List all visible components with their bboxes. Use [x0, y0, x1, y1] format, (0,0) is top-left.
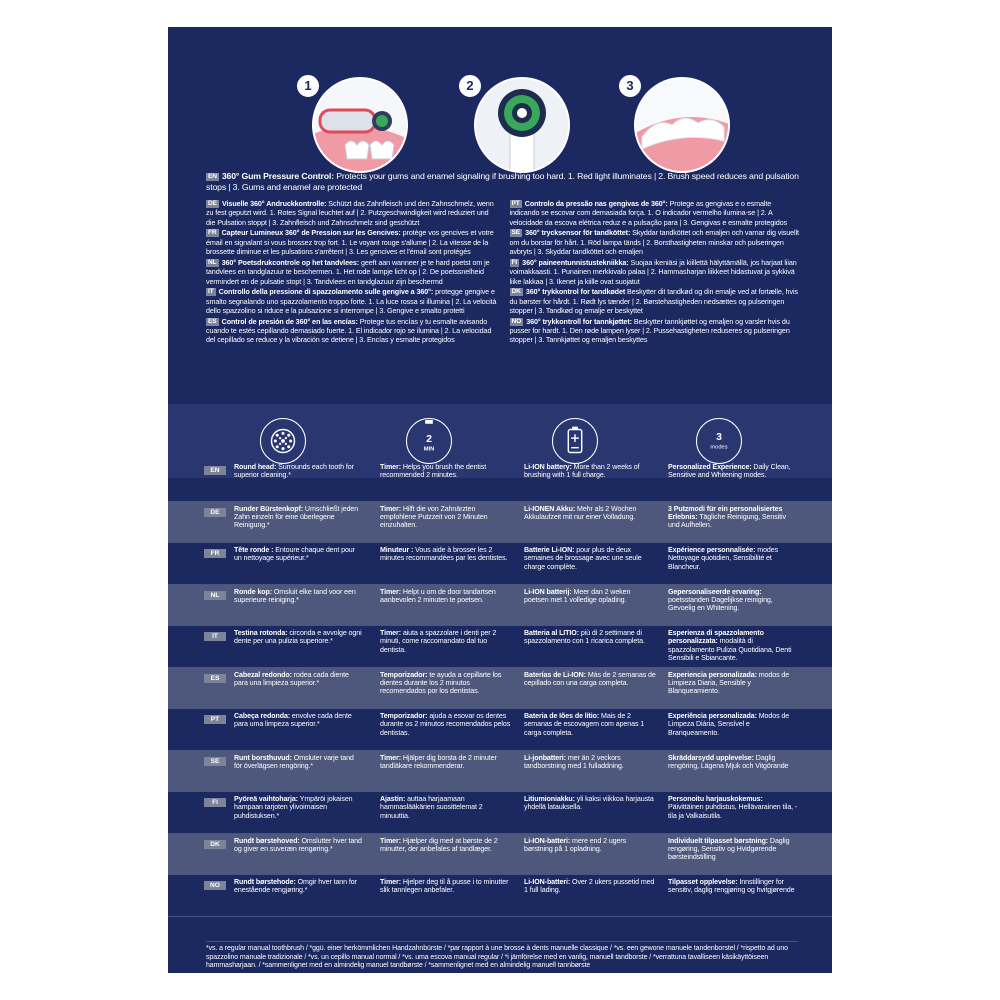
cell-text: More than 2 weeks of brushing with 1 full charge.: [524, 463, 640, 480]
battery-icon: [552, 418, 598, 464]
lang-title: 360° Poetsdrukcontrole op het tandvlees:: [221, 257, 360, 267]
cell-text: Omslutter hver tand og giver en suveræn rengøring.*: [234, 836, 362, 853]
cell-timer: [380, 629, 512, 654]
cell-text: pour plus de deux semaines de brossage avec une seule charge complète.: [524, 546, 642, 571]
table-row-de: [168, 502, 832, 544]
cell-bold: Rundt børstehode:: [234, 878, 296, 886]
cell-bold: Personoitu harjauskokemus:: [668, 795, 763, 803]
table-row-fr: [168, 543, 832, 585]
step-3-badge: 3: [617, 73, 643, 99]
cell-battery: [524, 505, 656, 522]
cell-bold: Timer:: [380, 836, 401, 845]
lang-paragraph-es: [206, 317, 498, 345]
package-back-panel: [168, 27, 832, 973]
cell-bold: Cabeça redonda:: [234, 712, 291, 720]
lang-text: geeft aan wanneer je te hard poetst om je tandvlees en tandglazuur te beschermen. 1. Het rode lampje licht op | 2. De poetssnelheid vermindert en de pulsatie stopt | 3. Tandvlees en tandglazuur zijn beschermd: [206, 257, 490, 286]
cell-timer: [380, 546, 512, 563]
lang-paragraph-fi: [510, 258, 802, 286]
lang-text: protegge gengive e smalto segnalando uno spazzolamento troppo forte. 1. La luce rossa si illumina | 2. La velocità dello spazzolino si riduce e la pulsazione si interrompe | 3. Gengive e smalto protetti: [206, 287, 497, 316]
cell-text: circonda e avvolge ogni dente per una pulizia superiore.*: [234, 629, 362, 646]
lang-paragraph-de: [206, 199, 498, 227]
en-intro-title: 360° Gum Pressure Control:: [221, 171, 334, 181]
cell-bold: Esperienza di spazzolamento personalizzata:: [668, 629, 764, 646]
cell-timer: [380, 837, 512, 854]
cell-bold: Li-jonbatteri:: [524, 753, 566, 762]
cell-text: Päivittäinen puhdistus, Hellävarainen tila, -tila ja Valkaisutila.: [668, 803, 798, 820]
lang-tag: FR: [204, 549, 226, 558]
lang-title: Controlo da pressão nas gengivas de 360°:: [524, 199, 668, 208]
lang-text: Beskytter dit tandkød og din emalje ved at fortælle, hvis du børster for hårdt. 1. Rødt lys tænder | 2. Børstehastigheden nedsættes og pulseringen stopper | 3. Tandkød og emalje er beskyttet: [509, 287, 798, 316]
cell-text: Daglig rengöring, Lägena Mjuk och Vitgörande: [668, 753, 789, 770]
lang-tag: DE: [208, 200, 217, 207]
lang-text: Schützt das Zahnfleisch und den Zahnschmelz, wenn zu fest geputzt wird. 1. Rotes Signal leuchtet auf | 2. Putzgeschwindigkeit wird reduziert und die Pulsation stoppt | 3. Zahnfleisch und Zahnschmelz sind geschützt: [206, 199, 494, 227]
right-language-column: [510, 199, 802, 346]
cell-text: ajuda a esovar os dentes durante os 2 minutos recomendados pelos dentistas.: [380, 712, 511, 737]
cell-round-head: [234, 546, 362, 563]
cell-timer: [380, 463, 512, 480]
table-row-it: [168, 626, 832, 668]
lang-tag: EN: [204, 466, 226, 475]
cell-timer: [380, 671, 512, 696]
footnote-divider: [206, 941, 798, 942]
lang-tag: NL: [208, 258, 217, 266]
cell-bold: Testina rotonda:: [234, 629, 288, 637]
cell-bold: Temporizador:: [380, 712, 428, 720]
lang-tag: EN: [208, 173, 217, 180]
table-row-es: [168, 668, 832, 710]
cell-text: Mais de 2 semanas de escovagem com apenas 1 carga completa.: [524, 712, 645, 737]
cell-timer: [380, 588, 512, 605]
lang-title: 360° paineentunnistustekniikka:: [522, 257, 629, 267]
cell-bold: Individuelt tilpasset børstning:: [668, 836, 769, 845]
modes-icon: [696, 418, 742, 464]
lang-tag: PT: [511, 200, 520, 207]
cell-modes: [668, 463, 798, 480]
table-row-no: [168, 875, 832, 917]
cell-bold: Timer:: [380, 587, 401, 596]
cell-bold: Li-ION battery:: [524, 463, 572, 471]
cell-bold: Li-IONEN Akku:: [524, 504, 576, 513]
lang-text: Skyddar tandköttet och emaljen och varnar dig visuellt om du borstar för hårt. 1. Röd lampa tänds | 2. Borsthastigheten minskar och pulseringen avbryts | 3. Skyddar tandköttet och emaljen: [509, 228, 799, 257]
table-row-dk: [168, 834, 832, 876]
cell-text: Helps you brush the dentist recommended 2 minutes.: [380, 463, 487, 480]
lang-tag: IT: [204, 632, 226, 641]
cell-bold: Baterías de Li-ION:: [524, 670, 586, 679]
lang-paragraph-no: [510, 317, 802, 345]
cell-battery: [524, 629, 656, 646]
cell-bold: Ronde kop:: [234, 587, 273, 596]
cell-text: aiuta a spazzolare i denti per 2 minuti, come raccomandato dal tuo dentista.: [380, 629, 497, 654]
cell-modes: [668, 588, 798, 613]
cell-battery: [524, 712, 656, 737]
cell-round-head: [234, 878, 362, 895]
cell-modes: [668, 712, 798, 737]
lang-tag: FR: [208, 229, 217, 237]
cell-bold: Bateria de Iões de lítio:: [524, 712, 600, 720]
cell-battery: [524, 837, 656, 854]
lang-tag: NO: [511, 317, 522, 325]
en-intro-text: Protects your gums and enamel signaling if brushing too hard. 1. Red light illuminates | 2. Brush speed reduces and pulsation stops | 3. Gums and enamel are protected: [206, 171, 799, 192]
cell-text: auttaa harjaamaan hammaslääkärien suosittelemat 2 minuuttia.: [380, 795, 483, 820]
cell-text: modos de Limpieza Diaria, Sensible y Blanqueamiento.: [668, 670, 790, 696]
timer-icon: [406, 418, 452, 464]
cell-text: Surrounds each tooth for superior cleaning.*: [234, 463, 354, 480]
lang-tag: IT: [208, 288, 214, 296]
lang-tag: ES: [208, 317, 217, 325]
table-row-nl: [168, 585, 832, 627]
cell-text: poetsstanden Dagelijkse reiniging, Gevoelig en Whitening.: [668, 595, 773, 613]
cell-bold: Timer:: [380, 629, 401, 637]
cell-text: Omsluit elke tand voor een superieure reiniging.*: [234, 587, 356, 604]
lang-tag: DE: [204, 508, 226, 517]
cell-modes: [668, 546, 798, 571]
table-row-pt: [168, 709, 832, 751]
lang-tag: NO: [204, 881, 226, 890]
cell-text: Modos de Limpeza Diária, Sensível e Branqueamento.: [668, 712, 790, 737]
en-intro-paragraph: [206, 171, 801, 193]
round-head-icon: [260, 418, 306, 464]
lang-paragraph-nl: [206, 258, 498, 286]
cell-bold: Timer:: [380, 463, 401, 471]
table-row-en: [168, 460, 832, 502]
cell-bold: Skräddarsydd upplevelse:: [668, 753, 754, 762]
cell-round-head: [234, 463, 362, 480]
cell-modes: [668, 878, 798, 895]
lang-tag: FI: [511, 258, 518, 266]
cell-bold: Li-ION-batteri:: [524, 878, 571, 886]
cell-bold: Li-ION-batteri:: [524, 836, 571, 845]
cell-bold: Tilpasset opplevelse:: [668, 878, 738, 886]
lang-paragraph-se: [510, 228, 802, 256]
cell-bold: Batteria al LITIO:: [524, 629, 579, 637]
cell-text: rodea cada diente para una limpieza superior.*: [234, 670, 349, 687]
timer-label-number: 2: [426, 432, 432, 445]
cell-bold: Experiencia personalizada:: [668, 670, 757, 679]
cell-battery: [524, 546, 656, 571]
cell-round-head: [234, 629, 362, 646]
lang-tag: PT: [204, 715, 226, 724]
lang-paragraph-pt: [510, 199, 802, 227]
cell-timer: [380, 878, 512, 895]
cell-battery: [524, 671, 656, 688]
cell-text: Mehr als 2 Wochen Akkulaufzeit mit nur einer Volladung.: [524, 504, 637, 521]
lang-title: Capteur Lumineux 360° de Pression sur les Gencives:: [221, 228, 401, 238]
cell-text: Helpt u om de door tandartsen aanbevolen 2 minuten te poetsen.: [380, 587, 496, 604]
step-2-badge: 2: [457, 73, 483, 99]
cell-text: te ayuda a cepillarte los dientes durante los 2 minutos recomendados por los dentistas.: [380, 670, 502, 696]
cell-bold: 3 Putzmodi für ein personalisiertes Erlebnis:: [668, 504, 783, 521]
table-row-fi: [168, 792, 832, 834]
lang-tag: DK: [511, 288, 521, 296]
cell-timer: [380, 795, 512, 820]
lang-title: 360° trykkontrol for tandkødet: [525, 287, 626, 297]
lang-text: Protege as gengivas e o esmalte indicando se escovar com demasiada força. 1. O indicador vermelho ilumina-se | 2. A velocidade da escova elétrica reduz e a pulsação para | 3. Gengivas e esmalte protegidos: [509, 199, 788, 227]
step-1-badge: 1: [295, 73, 321, 99]
cell-battery: [524, 754, 656, 771]
cell-bold: Pyöreä vaihtoharja:: [234, 795, 298, 803]
cell-bold: Ajastin:: [380, 795, 406, 803]
cell-text: più di 2 settimane di spazzolamento con 1 ricarica completa.: [524, 629, 645, 646]
language-columns: [206, 199, 801, 346]
cell-round-head: [234, 795, 362, 820]
cell-text: mer än 2 veckors tandborstning med 1 fulladdning.: [524, 753, 624, 770]
cell-bold: Round head:: [234, 463, 277, 471]
cell-text: Omgir hver tann for enestående rengjøring.*: [234, 878, 357, 895]
cell-text: Innstillinger for sensitiv, daglig rengjøring og hvitgjørende: [668, 878, 795, 895]
lang-paragraph-fr: [206, 228, 498, 256]
cell-bold: Timer:: [380, 753, 401, 762]
cell-battery: [524, 588, 656, 605]
cell-modes: [668, 754, 798, 771]
cell-round-head: [234, 754, 362, 771]
footnote: *vs. a regular manual toothbrush / *ggü. einer herkömmlichen Handzahnbürste / *par rapport à une brosse à dents manuelle classique / *vs. een gewone manuele tandenborstel / *rispetto ad uno spazzolino manuale tradizionale / *vs. un cepillo manual normal / *vs. uma escova manual regular / *i jämförelse med en vanlig, manuell tandborste / *verrattuna tavalliseen käsikäyttöiseen hammasharjaan. / *sammenlignet med en almindelig manuel tandbørste / *sammenlignet med en almindelig manuell tannbørste: [206, 945, 788, 969]
cell-text: Entoure chaque dent pour un nettoyage supérieur.*: [234, 546, 355, 563]
cell-bold: Litiumioniakku:: [524, 795, 575, 803]
lang-tag: SE: [511, 229, 521, 237]
cell-text: Over 2 ukers pussetid med 1 full lading.: [524, 878, 655, 895]
lang-text: Beskytter tannkjøttet og emaljen og varsler hvis du pusser for hardt. 1. Den røde lampen lyser | 2. Pussehastigheten reduseres og pulseringen stopper | 3. Tannkjøttet og emaljen beskyttes: [509, 316, 790, 345]
cell-round-head: [234, 712, 362, 729]
cell-round-head: [234, 588, 362, 605]
lang-tag: DK: [204, 840, 226, 849]
cell-bold: Timer:: [380, 878, 401, 886]
modes-label-number: 3: [716, 431, 722, 444]
lang-paragraph-it: [206, 287, 498, 315]
cell-text: Vous aide à brosser les 2 minutes recommandées par les dentistes.: [380, 546, 508, 563]
cell-text: envolve cada dente para uma limpeza superior.*: [234, 712, 352, 729]
cell-bold: Tête ronde :: [234, 546, 274, 554]
cell-bold: Minuteur :: [380, 546, 414, 554]
cell-bold: Rundt børstehoved:: [234, 836, 300, 845]
cell-bold: Runt borsthuvud:: [234, 753, 292, 762]
cell-bold: Experiência personalizada:: [668, 712, 757, 720]
cell-text: yli kaksi viikkoa harjausta yhdellä latauksella.: [524, 795, 654, 812]
lang-tag: ES: [204, 674, 226, 683]
cell-text: Omsluter varje tand för överlägsen rengöring.*: [234, 753, 354, 770]
cell-text: modes Nettoyage quotidien, Sensibilité et Blancheur.: [668, 546, 779, 571]
cell-bold: Expérience personnalisée:: [668, 546, 756, 554]
cell-text: Hjælper dig med at børste de 2 minutter, der anbefales af tandlæger.: [380, 836, 498, 853]
cell-text: modalità di spazzolamento Pulizia Quotidiana, Denti Sensibili e Sbiancante.: [668, 637, 792, 663]
cell-text: Hjelper deg til å pusse i to minutter slik tannlegen anbefaler.: [380, 878, 509, 895]
cell-modes: [668, 837, 798, 862]
cell-bold: Cabezal redondo:: [234, 670, 292, 679]
lang-text: Protege tus encías y tu esmalte avisando cuando te estés cepillando demasiado fuerte. 1. El indicador rojo se ilumina | 2. La velocidad del cepillado se reduce y la vibración se detiene | 3. Encías y esmalte protegidos: [206, 316, 492, 345]
lang-title: 360° trycksensor för tandköttet:: [525, 228, 631, 238]
cell-modes: [668, 505, 798, 530]
cell-text: Tägliche Reinigung, Sensitiv und Aufhellen.: [668, 512, 786, 530]
cell-bold: Li-ION batterij:: [524, 587, 572, 596]
lang-tag: NL: [204, 591, 226, 600]
cell-text: mere end 2 ugers børstning på 1 opladning.: [524, 836, 627, 853]
cell-battery: [524, 795, 656, 812]
table-row-se: [168, 751, 832, 793]
feature-table: [168, 460, 832, 917]
cell-text: Daily Clean, Sensitive and Whitening modes.: [668, 463, 791, 480]
cell-bold: Personalized Experience:: [668, 463, 752, 471]
lang-tag: SE: [204, 757, 226, 766]
cell-round-head: [234, 505, 362, 530]
lang-text: Suojaa ikeniäsi ja kiillettä hälyttämällä, jos harjaat liian voimakkaasti. 1. Punainen merkkivalo palaa | 2. Hammasharjan liikkeet hidastuvat ja sykkivä liike lakkaa | 3. Ikenet ja kiille ovat suojatut: [509, 257, 797, 286]
cell-text: Hilft die von Zahnärzten empfohlene Putzzeit von 2 Minuten einzuhalten.: [380, 504, 488, 530]
left-language-column: [206, 199, 498, 346]
cell-text: Umschließt jeden Zahn einzeln für eine überlegene Reinigung.*: [234, 504, 359, 530]
cell-text: Ympäröi jokaisen hampaan tarjoten ylivoimaisen puhdistuksen.*: [234, 795, 353, 820]
cell-modes: [668, 629, 798, 663]
lang-tag: FI: [204, 798, 226, 807]
cell-battery: [524, 878, 656, 895]
cell-modes: [668, 671, 798, 696]
cell-bold: Gepersonaliseerde ervaring:: [668, 587, 762, 596]
timer-label-unit: MIN: [423, 446, 435, 453]
lang-title: 360° trykkontroll for tannkjøttet:: [526, 316, 632, 326]
cell-modes: [668, 795, 798, 820]
cell-timer: [380, 712, 512, 737]
lang-paragraph-dk: [510, 287, 802, 315]
cell-battery: [524, 463, 656, 480]
lang-text: protège vos gencives et votre émail en signalant si vous brossez trop fort. 1. Le voyant rouge s'allume | 2. La vitesse de la brossette diminue et les pulsations s'arrêtent | 3. Les gencives et l'émail sont protégés: [206, 228, 494, 257]
cell-text: Meer dan 2 weken poetsen met 1 volledige oplading.: [524, 587, 631, 604]
cell-text: Hjälper dig borsta de 2 minuter tandläkare rekommenderar.: [380, 753, 497, 770]
lang-title: Visuelle 360° Andruckkontrolle:: [221, 199, 327, 208]
cell-bold: Batterie Li-ION:: [524, 546, 575, 554]
cell-bold: Runder Bürstenkopf:: [234, 504, 304, 513]
cell-text: Daglig rengøring, Sensitiv og Hvidgørende børsteindstilling: [668, 836, 790, 862]
cell-bold: Temporizador:: [380, 670, 428, 679]
cell-round-head: [234, 837, 362, 854]
modes-label-text: modes: [710, 444, 728, 451]
cell-timer: [380, 754, 512, 771]
lang-title: Controllo della pressione di spazzolamento sulle gengive a 360°:: [218, 287, 434, 297]
cell-text: Más de 2 semanas de cepillado con una carga completa.: [524, 670, 656, 687]
cell-bold: Timer:: [380, 504, 401, 513]
cell-timer: [380, 505, 512, 530]
cell-round-head: [234, 671, 362, 688]
lang-title: Control de presión de 360° en las encías:: [221, 316, 358, 326]
